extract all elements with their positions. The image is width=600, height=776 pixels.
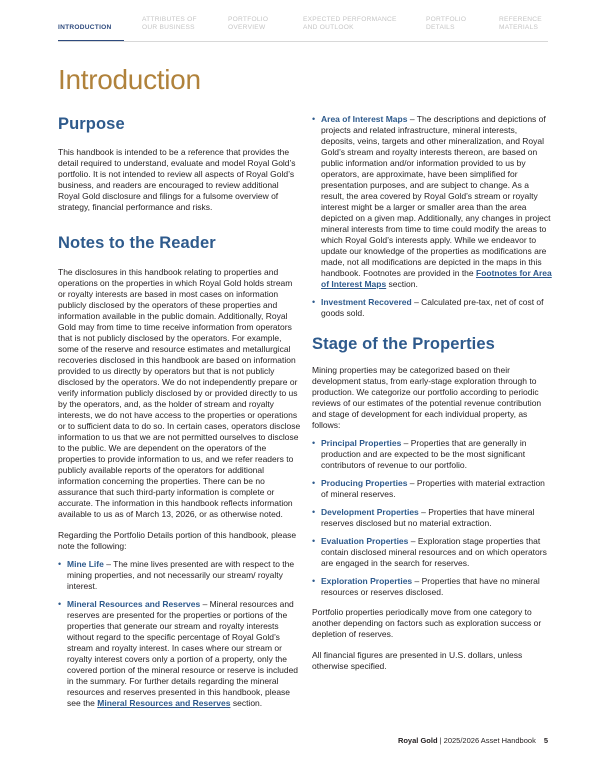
text-evaluation: – Exploration stage properties that contain disclosed mineral resources and on which operators are engaged in the search for reserves. — [321, 536, 547, 568]
list-item-evaluation — [312, 536, 552, 569]
list-item-development — [312, 507, 552, 529]
page-number: 5 — [543, 736, 548, 745]
term-mine-life: Mine Life — [67, 559, 104, 569]
footer-company: Royal Gold — [397, 736, 438, 745]
text-mine-life: – The mine lives presented are with respect to the mining properties, and not necessarily our stream/ royalty interest. — [67, 559, 295, 591]
list-item-principal — [312, 438, 552, 471]
term-mineral-resources: Mineral Resources and Reserves — [67, 599, 201, 609]
text-exploration: – Properties that have no mineral resources or reserves disclosed. — [321, 576, 540, 597]
link-footnotes-area-of-interest-maps[interactable]: Footnotes for Area of Interest Maps — [321, 268, 552, 289]
term-area-of-interest-maps: Area of Interest Maps — [321, 114, 408, 124]
left-column — [58, 114, 302, 709]
text-area-of-interest-maps-after: section. — [386, 279, 418, 289]
list-item-exploration — [312, 576, 552, 598]
term-investment-recovered: Investment Recovered — [321, 297, 412, 307]
notes-paragraph: The disclosures in this handbook relating to properties and operations on the properties in which Royal Gold holds stream or royalty interests are based in most cases on information publicly disclosed by the operators of these properties and information available in the public domain. Additionally, Royal Gold may from time to time receive information from operators that is not publicly disclosed by the operators. For example, some of the reserve and resource estimates and metallurgical recoveries disclosed in this handbook are based on information provided to us directly by operators but that is not publicly disclosed by the operators. We do not independently prepare or verify information publicly disclosed by or provided directly to us by the operators, and, as the holder of stream and royalty interests, we do not have access to the properties or operations or to sufficient data to do so. In certain cases, operators disclose information to us that we are not permitted ourselves to disclose to the public. We are dependent on the operators of the properties to provide information to us, and we refer readers to publicly available reports of the operators for additional information concerning the properties. There can be no assurance that such third-party information is complete or accurate. The information in this handbook reflects information available to us as of March 13, 2026, or as otherwise noted. — [58, 267, 301, 519]
financial-figures-paragraph: All financial figures are presented in U.S. dollars, unless otherwise specified. — [312, 650, 523, 671]
nav-tab-expected-performance[interactable]: EXPECTED PERFORMANCE AND OUTLOOK — [303, 16, 397, 32]
text-area-of-interest-maps: – The descriptions and depictions of projects and related infrastructure, mineral interests, deposits, veins, targets and other mineralization, and Royal Gold’s stream and royalty interests thereon, are based on public information and/or information provided to us by operators, are approximate, have been simplified for presentation purposes, and are subject to change. As a result, the area covered by Royal Gold’s stream or royalty interest might be a larger or smaller area than the area depicted on a given map. Additionally, any changes in project mineral interests from time to time could modify the areas to which Royal Gold’s interests apply. While we endeavor to update our knowledge of the properties as modifications are made, not all modifications are depicted in the maps in this handbook. Footnotes are provided in the — [321, 114, 551, 278]
page-title: Introduction — [58, 64, 201, 95]
right-column — [312, 114, 552, 672]
nav-tab-portfolio-details[interactable]: PORTFOLIO DETAILS — [426, 16, 467, 32]
stage-heading: Stage of the Properties — [312, 335, 495, 353]
nav-tab-reference-materials[interactable]: REFERENCE MATERIALS — [499, 16, 542, 32]
nav-divider — [58, 41, 548, 42]
link-mineral-resources-reserves[interactable]: Mineral Resources and Reserves — [97, 698, 231, 708]
list-item-mineral-resources — [58, 599, 302, 709]
nav-tab-attributes[interactable]: ATTRIBUTES OF OUR BUSINESS — [142, 16, 197, 32]
list-item-investment-recovered — [312, 297, 552, 319]
term-exploration: Exploration Properties — [321, 576, 413, 586]
list-item-producing — [312, 478, 552, 500]
text-investment-recovered: – Calculated pre-tax, net of cost of goods sold. — [321, 297, 544, 318]
regarding-paragraph: Regarding the Portfolio Details portion of this handbook, please note the following: — [58, 530, 297, 551]
stage-list — [312, 438, 552, 598]
text-producing: – Properties with material extraction of mineral reserves. — [321, 478, 545, 499]
top-nav — [58, 16, 548, 40]
term-principal: Principal Properties — [321, 438, 402, 448]
footer-document-title: 2025/2026 Asset Handbook — [443, 736, 536, 745]
purpose-paragraph: This handbook is intended to be a reference that provides the detail required to understand, evaluate and model Royal Gold’s portfolio. It is not intended to review all aspects of Royal Gold’s business, and readers are encouraged to review additional Royal Gold disclosure and filings for a fulsome overview of strategy, financial performance and risks. — [58, 147, 296, 212]
footer-separator: | — [437, 736, 444, 745]
definitions-list — [312, 114, 552, 319]
nav-tab-portfolio-overview[interactable]: PORTFOLIO OVERVIEW — [228, 16, 269, 32]
list-item-area-of-interest-maps — [312, 114, 552, 290]
term-evaluation: Evaluation Properties — [321, 536, 409, 546]
text-mineral-resources: – Mineral resources and reserves are presented for the properties or portions of the properties that generate our stream and royalty interests without regard to the specific percentage of Royal Gold’s stream and royalty interest. In cases where our stream or royalty interest covers only a portion of a property, only the covered portion of the mineral resource or reserve is included in the summary. For further details regarding the mineral resources and reserves presented in this handbook, please see the — [67, 599, 299, 708]
page-footer — [398, 736, 548, 745]
purpose-heading: Purpose — [58, 115, 125, 133]
term-development: Development Properties — [321, 507, 419, 517]
nav-tab-introduction[interactable]: INTRODUCTION — [58, 24, 112, 31]
stage-intro-paragraph: Mining properties may be categorized based on their development status, from early-stage exploration through to production. We categorize our portfolio according to periodic reviews of our estimates of the potential revenue contribution and stage of development for each individual property, as follows: — [312, 365, 542, 430]
text-principal: – Properties that are generally in production and are expected to be the most significant contributors of revenue to our portfolio. — [321, 438, 527, 470]
portfolio-details-notes-list — [58, 559, 302, 709]
category-movement-paragraph: Portfolio properties periodically move from one category to another depending on factors such as exploration success or depletion of reserves. — [312, 607, 542, 639]
text-mineral-resources-after: section. — [230, 698, 263, 708]
notes-heading: Notes to the Reader — [58, 234, 216, 252]
list-item-mine-life — [58, 559, 302, 592]
term-producing: Producing Properties — [321, 478, 408, 488]
text-development: – Properties that have mineral reserves disclosed but no material extraction. — [321, 507, 535, 528]
